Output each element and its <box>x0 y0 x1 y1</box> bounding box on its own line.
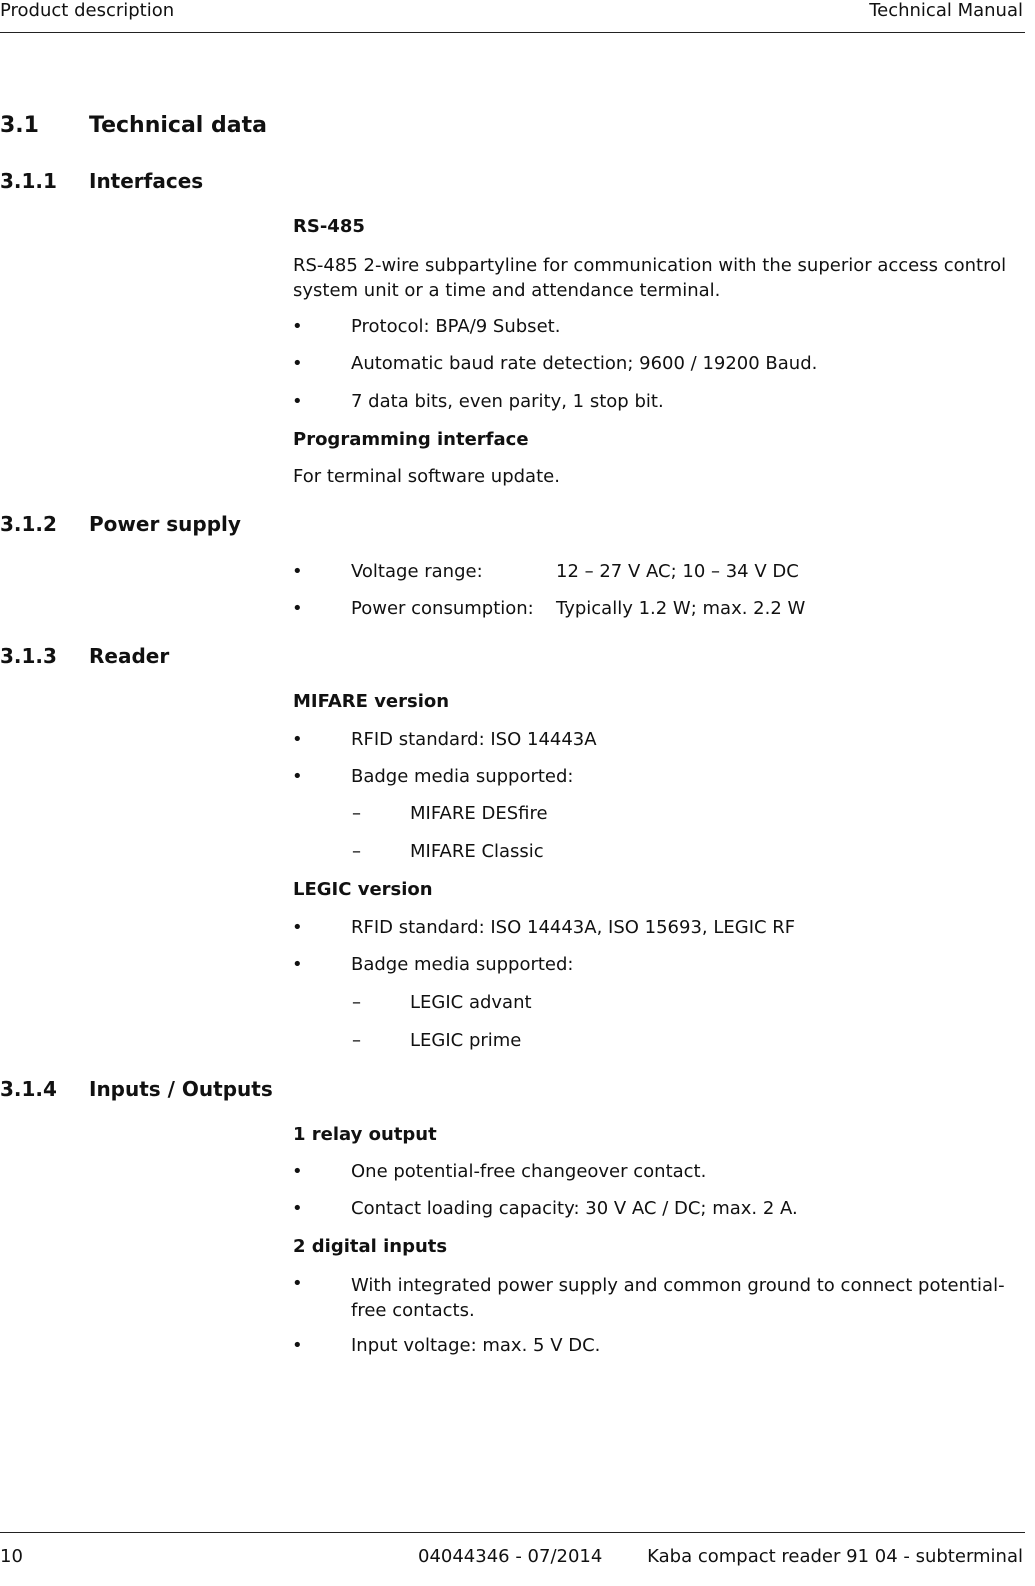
dash-marker: – <box>352 841 361 862</box>
subheading: 1 relay output <box>293 1124 437 1145</box>
section-number: 3.1.3 <box>0 644 57 668</box>
spec-label: Power consumption: <box>351 598 534 619</box>
list-item: 7 data bits, even parity, 1 stop bit. <box>351 391 664 412</box>
section-title: Interfaces <box>89 169 204 193</box>
document-number: 04044346 - 07/2014 <box>418 1546 603 1567</box>
bullet-marker: • <box>292 1273 303 1294</box>
section-number: 3.1.4 <box>0 1077 57 1101</box>
subheading: 2 digital inputs <box>293 1236 448 1257</box>
list-item: With integrated power supply and common ground to connect potential-free contacts. <box>351 1275 1005 1321</box>
section-title: Inputs / Outputs <box>89 1077 273 1101</box>
subheading: LEGIC version <box>293 879 433 900</box>
header-left: Product description <box>0 0 175 21</box>
list-item: Automatic baud rate detection; 9600 / 19200 Baud. <box>351 353 818 374</box>
section-title: Reader <box>89 644 170 668</box>
product-name: Kaba compact reader 91 04 - subterminal <box>647 1546 1023 1567</box>
footer-rule <box>0 1532 1025 1533</box>
page-number: 10 <box>0 1546 23 1567</box>
paragraph: For terminal software update. <box>293 466 560 487</box>
dash-marker: – <box>352 803 361 824</box>
sub-list-item: LEGIC prime <box>410 1030 522 1051</box>
list-item: One potential-free changeover contact. <box>351 1161 707 1182</box>
section-number: 3.1.2 <box>0 512 57 536</box>
spec-value: 12 – 27 V AC; 10 – 34 V DC <box>556 561 799 582</box>
section-number: 3.1 <box>0 113 39 138</box>
bullet-marker: • <box>292 598 303 619</box>
bullet-marker: • <box>292 561 303 582</box>
list-item: Input voltage: max. 5 V DC. <box>351 1335 601 1356</box>
list-item: Badge media supported: <box>351 766 574 787</box>
dash-marker: – <box>352 1030 361 1051</box>
bullet-marker: • <box>292 1335 303 1356</box>
bullet-marker: • <box>292 954 303 975</box>
list-item: Protocol: BPA/9 Subset. <box>351 316 561 337</box>
dash-marker: – <box>352 992 361 1013</box>
list-item: RFID standard: ISO 14443A, ISO 15693, LEGIC RF <box>351 917 796 938</box>
bullet-marker: • <box>292 1161 303 1182</box>
bullet-marker: • <box>292 353 303 374</box>
subheading: Programming interface <box>293 429 529 450</box>
sub-list-item: MIFARE DESfire <box>410 803 548 824</box>
list-item: Badge media supported: <box>351 954 574 975</box>
spec-value: Typically 1.2 W; max. 2.2 W <box>556 598 806 619</box>
bullet-marker: • <box>292 917 303 938</box>
spec-label: Voltage range: <box>351 561 483 582</box>
header-rule <box>0 32 1025 33</box>
list-item: RFID standard: ISO 14443A <box>351 729 597 750</box>
bullet-marker: • <box>292 1198 303 1219</box>
bullet-marker: • <box>292 766 303 787</box>
subheading: MIFARE version <box>293 691 450 712</box>
bullet-marker: • <box>292 316 303 337</box>
sub-list-item: MIFARE Classic <box>410 841 544 862</box>
section-title: Technical data <box>89 113 267 138</box>
bullet-marker: • <box>292 729 303 750</box>
list-item: Contact loading capacity: 30 V AC / DC; max. 2 A. <box>351 1198 798 1219</box>
header-right: Technical Manual <box>869 0 1023 21</box>
subheading: RS-485 <box>293 216 365 237</box>
section-number: 3.1.1 <box>0 169 57 193</box>
section-title: Power supply <box>89 512 241 536</box>
sub-list-item: LEGIC advant <box>410 992 532 1013</box>
bullet-marker: • <box>292 391 303 412</box>
paragraph: RS-485 2-wire subpartyline for communication with the superior access control system unit or a time and attendance terminal. <box>293 255 1007 301</box>
